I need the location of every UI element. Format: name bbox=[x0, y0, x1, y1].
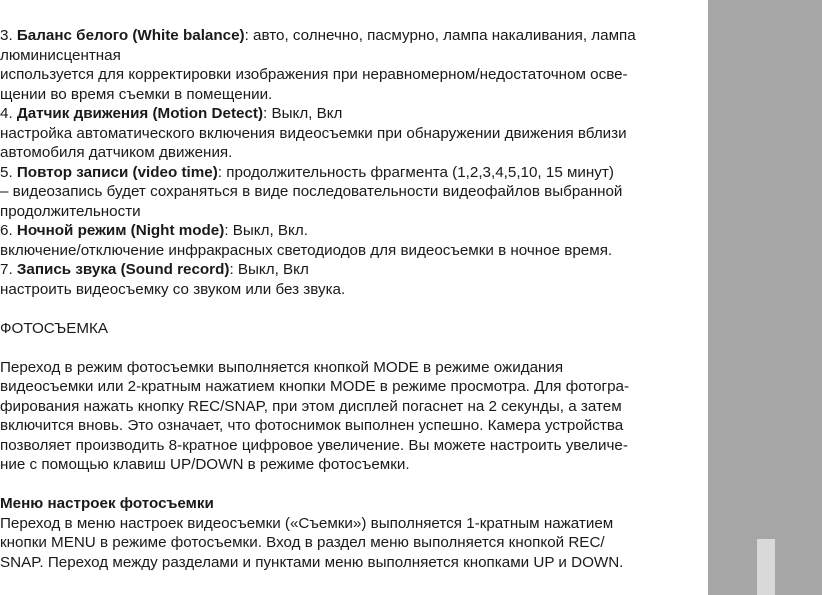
item-line: люминисцентная bbox=[0, 46, 121, 64]
item-line: включение/отключение инфракрасных светодиодов для видеосъемки в ночное время. bbox=[0, 241, 613, 259]
page-sidebar-band bbox=[708, 0, 822, 595]
setting-motion-detect bbox=[0, 104, 708, 124]
item-options: : Выкл, Вкл bbox=[263, 105, 343, 122]
paragraph-line: фирования нажать кнопку REC/SNAP, при этом дисплей погаснет на 2 секунды, а затем bbox=[0, 397, 622, 415]
item-number: 4. bbox=[0, 105, 17, 122]
section-heading-menu bbox=[0, 494, 708, 514]
item-options: : Выкл, Вкл. bbox=[224, 222, 308, 239]
setting-white-balance bbox=[0, 26, 708, 46]
document-body bbox=[0, 26, 708, 572]
spacer bbox=[0, 475, 708, 495]
item-line: настройка автоматического включения видеосъемки при обнаружении движения вблизи bbox=[0, 124, 627, 142]
item-options: : авто, солнечно, пасмурно, лампа накаливания, лампа bbox=[244, 27, 636, 44]
menu-heading-text: Меню настроек фотосъемки bbox=[0, 495, 214, 512]
item-title: Ночной режим (Night mode) bbox=[16, 222, 225, 239]
spacer bbox=[0, 299, 708, 319]
paragraph-line: ние с помощью клавиш UP/DOWN в режиме фотосъемки. bbox=[0, 456, 410, 473]
item-title: Запись звука (Sound record) bbox=[16, 261, 230, 278]
item-title: Повтор записи (video time) bbox=[16, 163, 218, 181]
item-title: Датчик движения (Motion Detect) bbox=[16, 105, 264, 122]
setting-video-time bbox=[0, 163, 708, 183]
item-line: автомобиля датчиком движения. bbox=[0, 144, 233, 161]
setting-night-mode bbox=[0, 221, 708, 241]
item-number: 7. bbox=[0, 261, 17, 278]
item-line: продолжительности bbox=[0, 202, 141, 220]
paragraph-line: видеосъемки или 2-кратным нажатием кнопки MODE в режиме просмотра. Для фотогра- bbox=[0, 378, 630, 395]
paragraph-line: SNAP. Переход между разделами и пунктами меню выполняется кнопками UP и DOWN. bbox=[0, 553, 624, 571]
item-options: : Выкл, Вкл bbox=[229, 261, 309, 278]
item-line: – видеозапись будет сохраняться в виде последовательности видеофайлов выбранной bbox=[0, 183, 623, 200]
section-heading-photo: ФОТОСЪЕМКА bbox=[0, 319, 108, 337]
paragraph-line: Переход в меню настроек видеосъемки («Съемки») выполняется 1-кратным нажатием bbox=[0, 514, 614, 532]
item-options: : продолжительность фрагмента (1,2,3,4,5,10, 15 минут) bbox=[217, 163, 614, 181]
setting-sound-record bbox=[0, 260, 708, 280]
spacer bbox=[0, 338, 708, 358]
paragraph-line: Переход в режим фотосъемки выполняется кнопкой MODE в режиме ожидания bbox=[0, 358, 564, 376]
item-title: Баланс белого (White balance) bbox=[16, 27, 245, 44]
item-number: 6. bbox=[0, 222, 17, 239]
item-line: используется для корректировки изображения при неравномерном/недостаточном осве- bbox=[0, 66, 628, 83]
page-edge-tab bbox=[757, 539, 775, 595]
item-line: щении во время съемки в помещении. bbox=[0, 85, 273, 103]
item-line: настроить видеосъемку со звуком или без звука. bbox=[0, 280, 346, 298]
item-number: 5. bbox=[0, 163, 17, 181]
paragraph-line: включится вновь. Это означает, что фотоснимок выполнен успешно. Камера устройства bbox=[0, 417, 624, 434]
paragraph-line: кнопки MENU в режиме фотосъемки. Вход в раздел меню выполняется кнопкой REC/ bbox=[0, 534, 605, 551]
paragraph-line: позволяет производить 8-кратное цифровое увеличение. Вы можете настроить увеличе- bbox=[0, 436, 628, 454]
item-number: 3. bbox=[0, 27, 17, 44]
